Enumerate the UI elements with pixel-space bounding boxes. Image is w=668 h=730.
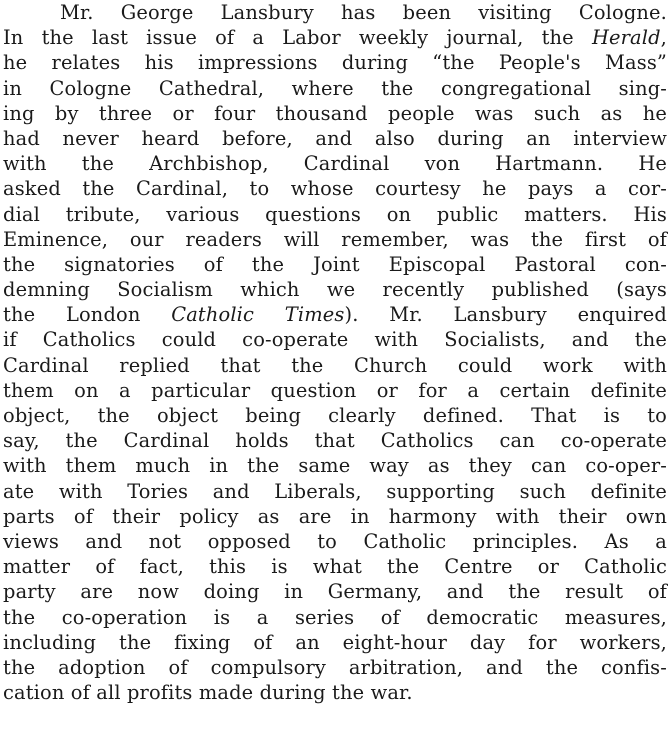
article-line: the London Catholic Times). Mr. Lansbury enquired xyxy=(3,303,667,327)
publication-title: Herald xyxy=(591,26,661,50)
article-line: demning Socialism which we recently published (says xyxy=(3,278,667,302)
article-line: parts of their policy as are in harmony with their own xyxy=(3,504,667,528)
publication-title: Catholic Times xyxy=(171,303,345,327)
article-line: ing by three or four thousand people was such as he xyxy=(3,101,667,125)
article-line: party are now doing in Germany, and the result of xyxy=(3,580,667,604)
article-line: if Catholics could co-operate with Socialists, and the xyxy=(3,328,667,352)
article-line: dial tribute, various questions on public matters. His xyxy=(3,202,667,226)
article-line: cation of all profits made during the war. xyxy=(3,681,413,705)
article-line: Cardinal replied that the Church could work with xyxy=(3,353,667,377)
article-line: including the fixing of an eight-hour day for workers, xyxy=(3,630,667,654)
article-line: ate with Tories and Liberals, supporting such definite xyxy=(3,479,667,503)
article-line: In the last issue of a Labor weekly journal, the Herald, xyxy=(3,26,667,50)
article-line: the signatories of the Joint Episcopal Pastoral con- xyxy=(3,252,667,276)
article-line: with them much in the same way as they can co-oper- xyxy=(3,454,667,478)
article-line: Eminence, our readers will remember, was the first of xyxy=(3,227,667,251)
article-line: with the Archbishop, Cardinal von Hartmann. He xyxy=(3,152,667,176)
article-line: object, the object being clearly defined. That is to xyxy=(3,404,667,427)
article-line: the co-operation is a series of democratic measures, xyxy=(3,605,667,629)
article-line: say, the Cardinal holds that Catholics can co-operate xyxy=(3,429,667,453)
article-line: asked the Cardinal, to whose courtesy he pays a cor- xyxy=(3,177,667,201)
article-line: he relates his impressions during “the People's Mass” xyxy=(3,51,667,75)
article-line: the adoption of compulsory arbitration, and the confis- xyxy=(3,655,667,679)
article-line: Mr. George Lansbury has been visiting Cologne. xyxy=(60,1,667,24)
article-line: in Cologne Cathedral, where the congregational sing- xyxy=(3,76,667,100)
article-line: had never heard before, and also during an interview xyxy=(3,126,667,150)
article-line: them on a particular question or for a certain definite xyxy=(3,378,667,402)
article-line: views and not opposed to Catholic principles. As a xyxy=(3,529,667,553)
article-body xyxy=(3,0,667,705)
article-line: matter of fact, this is what the Centre or Catholic xyxy=(3,555,667,579)
